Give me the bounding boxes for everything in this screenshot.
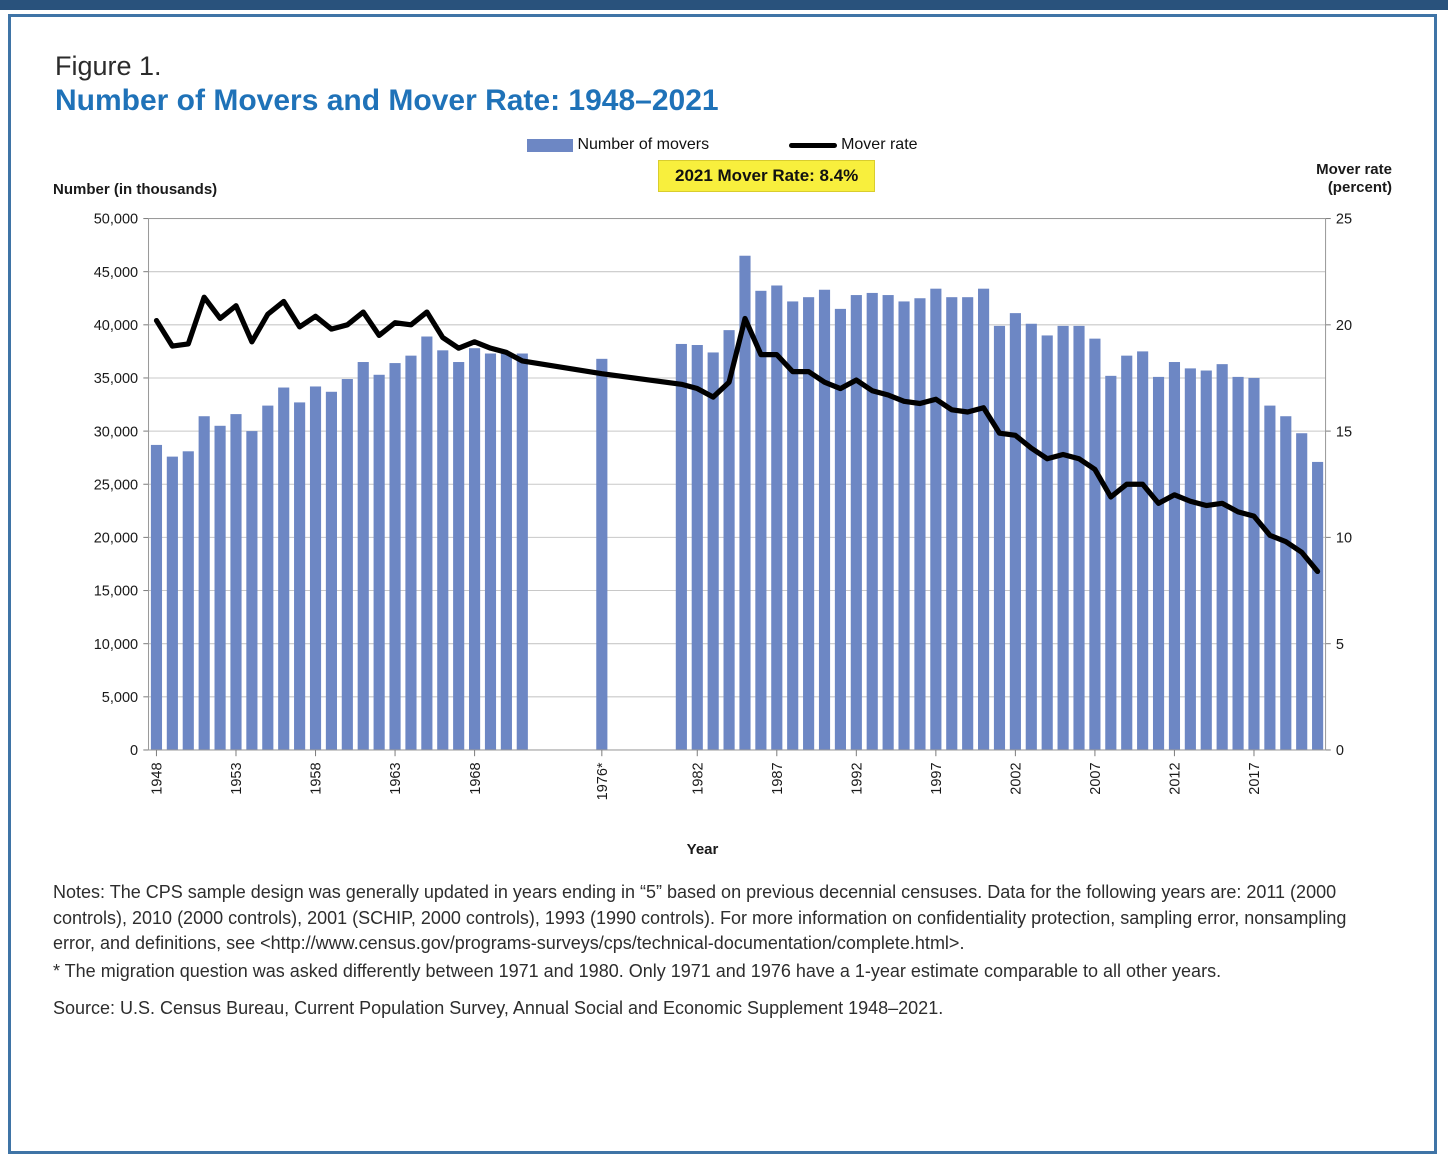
svg-text:40,000: 40,000	[93, 318, 139, 335]
left-axis-title: Number (in thousands)	[53, 181, 218, 198]
svg-text:5: 5	[1335, 636, 1345, 653]
svg-text:1948: 1948	[149, 762, 166, 795]
svg-text:10,000: 10,000	[93, 636, 139, 653]
svg-text:2017: 2017	[1247, 762, 1264, 795]
notes-block	[53, 880, 1392, 1022]
note-migration-question: * The migration question was asked differently between 1971 and 1980. Only 1971 and 1976 have a 1-year estimate comparable to all other years.	[53, 960, 1222, 981]
svg-text:25,000: 25,000	[93, 477, 139, 494]
svg-text:45,000: 45,000	[93, 264, 139, 281]
note-cps-sample: Notes: The CPS sample design was generally updated in years ending in “5” based on previous decennial censuses. Data for the following years are: 2011 (2000 controls), 2010 (2000 controls), 2001 (SCHIP, 2000 controls), 1993 (1990 controls). For more information on confidentiality protection, sampling error, nonsampling error, and definitions, see <http://www.census.gov/programs-surveys/cps/technical-documentation/complete.html>.	[53, 882, 1347, 954]
svg-text:1953: 1953	[229, 762, 246, 795]
svg-text:1992: 1992	[849, 762, 866, 795]
svg-text:30,000: 30,000	[93, 424, 139, 441]
svg-text:1958: 1958	[308, 762, 325, 795]
svg-text:1963: 1963	[388, 762, 405, 795]
figure-label: Figure 1.	[55, 51, 162, 81]
right-axis-title-line1: Mover rate	[1316, 160, 1392, 178]
source-line: Source: U.S. Census Bureau, Current Population Survey, Annual Social and Economic Supplement 1948–2021.	[53, 998, 944, 1019]
right-axis-title	[1316, 161, 1392, 199]
svg-text:1968: 1968	[467, 762, 484, 795]
chart-legend	[53, 136, 1392, 154]
svg-text:5,000: 5,000	[101, 690, 139, 707]
svg-text:35,000: 35,000	[93, 371, 139, 388]
right-axis-title-line2: (percent)	[1327, 179, 1392, 197]
svg-text:1982: 1982	[690, 762, 707, 795]
svg-text:0: 0	[130, 743, 139, 760]
legend-rate-label: Mover rate	[841, 136, 918, 153]
legend-movers-label: Number of movers	[577, 136, 710, 153]
svg-text:1987: 1987	[769, 762, 786, 795]
mover-rate-callout: 2021 Mover Rate: 8.4%	[658, 160, 875, 192]
bar-series-swatch	[527, 139, 573, 152]
svg-text:2012: 2012	[1167, 762, 1184, 795]
svg-text:2002: 2002	[1008, 762, 1025, 795]
axis-title-row	[53, 160, 1392, 198]
svg-text:20: 20	[1335, 318, 1353, 335]
svg-text:10: 10	[1335, 530, 1353, 547]
svg-text:15,000: 15,000	[93, 583, 139, 600]
movers-mover-rate-chart	[53, 204, 1392, 839]
x-axis-title: Year	[686, 841, 719, 859]
legend-item-rate	[719, 136, 917, 154]
line-series-swatch	[789, 143, 837, 148]
legend-item-movers	[527, 136, 709, 154]
svg-text:50,000: 50,000	[93, 211, 139, 228]
svg-text:0: 0	[1335, 743, 1345, 760]
svg-text:2007: 2007	[1088, 762, 1105, 795]
svg-text:1976*: 1976*	[595, 762, 612, 801]
figure-title: Number of Movers and Mover Rate: 1948–2021	[55, 84, 719, 117]
svg-text:15: 15	[1335, 424, 1353, 441]
top-border-bar	[0, 0, 1448, 10]
svg-text:20,000: 20,000	[93, 530, 139, 547]
chart-area	[53, 204, 1392, 858]
svg-text:25: 25	[1335, 211, 1353, 228]
svg-text:1997: 1997	[929, 762, 946, 795]
figure-page	[8, 14, 1437, 1154]
